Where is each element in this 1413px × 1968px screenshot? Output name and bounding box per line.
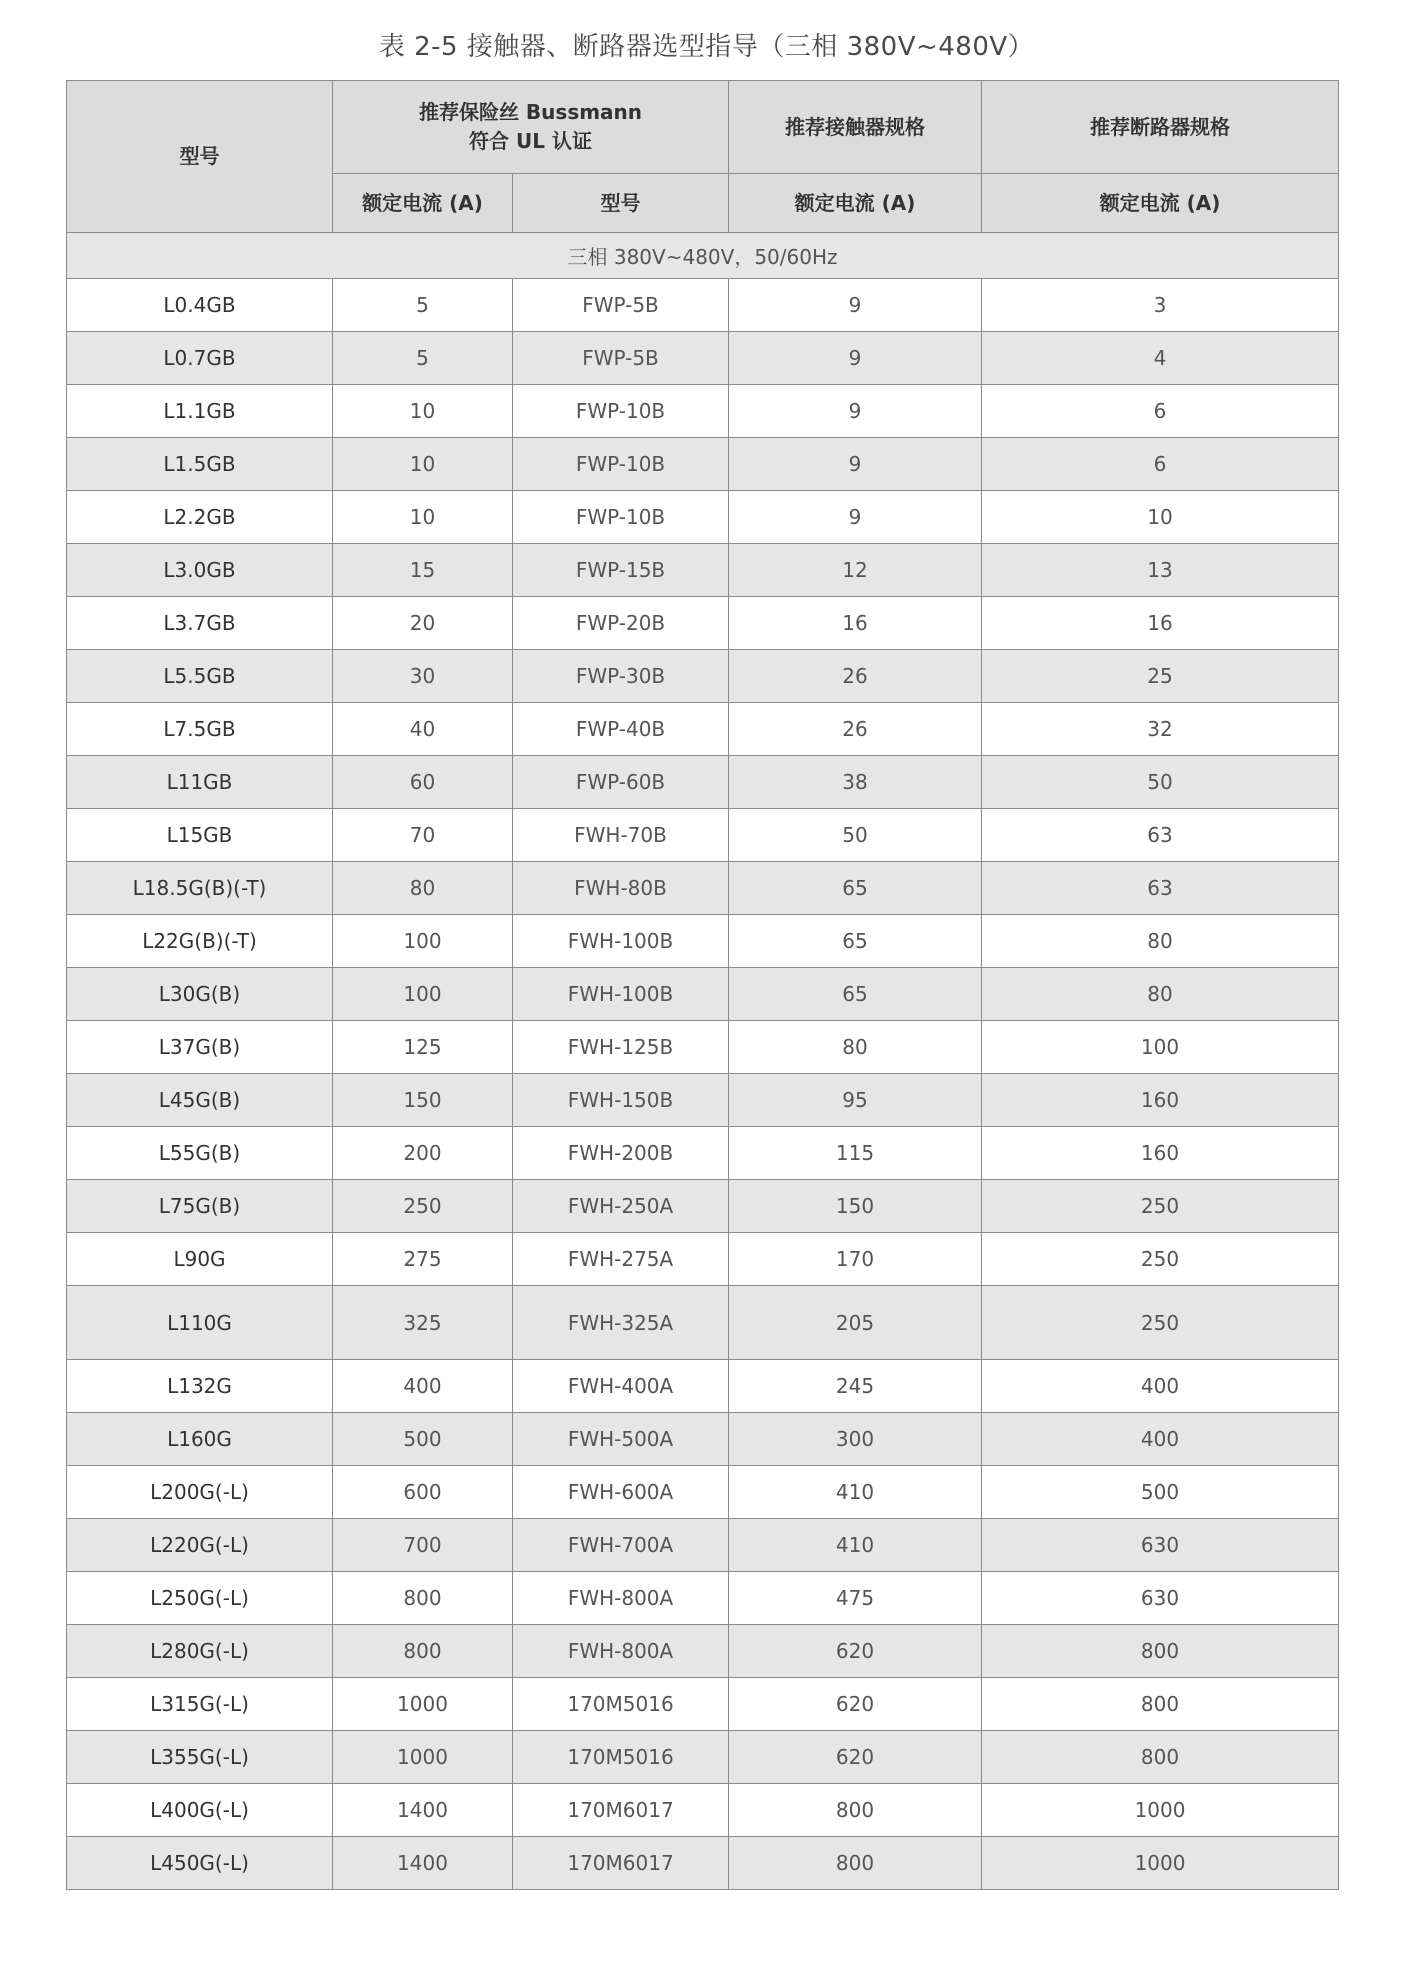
cell-fuse-model: FWH-200B [513, 1127, 729, 1180]
cell-breaker-current: 800 [982, 1625, 1339, 1678]
cell-model: L220G(-L) [67, 1519, 333, 1572]
table-row [67, 1466, 1339, 1519]
cell-breaker-current: 160 [982, 1074, 1339, 1127]
cell-model: L132G [67, 1360, 333, 1413]
cell-fuse-current: 15 [333, 544, 513, 597]
table-row [67, 1233, 1339, 1286]
cell-contactor-current: 410 [729, 1519, 982, 1572]
cell-model: L315G(-L) [67, 1678, 333, 1731]
cell-breaker-current: 32 [982, 703, 1339, 756]
cell-fuse-current: 10 [333, 491, 513, 544]
cell-model: L280G(-L) [67, 1625, 333, 1678]
cell-fuse-model: FWP-30B [513, 650, 729, 703]
cell-model: L0.4GB [67, 279, 333, 332]
cell-contactor-current: 170 [729, 1233, 982, 1286]
table-row [67, 650, 1339, 703]
header-model: 型号 [67, 81, 333, 233]
cell-fuse-current: 500 [333, 1413, 513, 1466]
cell-fuse-current: 80 [333, 862, 513, 915]
table-row [67, 915, 1339, 968]
cell-contactor-current: 150 [729, 1180, 982, 1233]
cell-fuse-model: FWH-150B [513, 1074, 729, 1127]
table-row [67, 385, 1339, 438]
cell-fuse-model: FWP-40B [513, 703, 729, 756]
cell-contactor-current: 205 [729, 1286, 982, 1360]
cell-model: L110G [67, 1286, 333, 1360]
cell-fuse-model: FWH-800A [513, 1572, 729, 1625]
header-contactor-group: 推荐接触器规格 [729, 81, 982, 174]
cell-breaker-current: 16 [982, 597, 1339, 650]
cell-fuse-current: 1000 [333, 1731, 513, 1784]
cell-model: L450G(-L) [67, 1837, 333, 1890]
cell-breaker-current: 25 [982, 650, 1339, 703]
table-row [67, 491, 1339, 544]
header-row-1 [67, 81, 1339, 174]
cell-fuse-current: 40 [333, 703, 513, 756]
cell-contactor-current: 115 [729, 1127, 982, 1180]
cell-contactor-current: 80 [729, 1021, 982, 1074]
cell-model: L3.0GB [67, 544, 333, 597]
cell-contactor-current: 410 [729, 1466, 982, 1519]
cell-model: L200G(-L) [67, 1466, 333, 1519]
cell-breaker-current: 1000 [982, 1784, 1339, 1837]
cell-fuse-model: FWH-70B [513, 809, 729, 862]
cell-model: L30G(B) [67, 968, 333, 1021]
cell-model: L5.5GB [67, 650, 333, 703]
cell-fuse-current: 1400 [333, 1837, 513, 1890]
cell-fuse-model: FWP-20B [513, 597, 729, 650]
table-row [67, 279, 1339, 332]
cell-contactor-current: 620 [729, 1731, 982, 1784]
cell-breaker-current: 80 [982, 915, 1339, 968]
cell-fuse-model: FWH-125B [513, 1021, 729, 1074]
table-row [67, 1731, 1339, 1784]
cell-breaker-current: 63 [982, 862, 1339, 915]
cell-breaker-current: 500 [982, 1466, 1339, 1519]
cell-fuse-current: 10 [333, 438, 513, 491]
cell-fuse-model: FWH-100B [513, 968, 729, 1021]
cell-contactor-current: 9 [729, 332, 982, 385]
cell-contactor-current: 38 [729, 756, 982, 809]
cell-fuse-current: 275 [333, 1233, 513, 1286]
cell-model: L22G(B)(-T) [67, 915, 333, 968]
header-breaker-group: 推荐断路器规格 [982, 81, 1339, 174]
cell-contactor-current: 65 [729, 968, 982, 1021]
cell-fuse-current: 250 [333, 1180, 513, 1233]
cell-breaker-current: 3 [982, 279, 1339, 332]
cell-fuse-model: FWP-15B [513, 544, 729, 597]
cell-model: L55G(B) [67, 1127, 333, 1180]
table-row [67, 809, 1339, 862]
table-row [67, 1286, 1339, 1360]
table-title: 表 2-5 接触器、断路器选型指导（三相 380V~480V） [378, 32, 1035, 62]
cell-fuse-current: 400 [333, 1360, 513, 1413]
cell-contactor-current: 9 [729, 491, 982, 544]
table-row [67, 1837, 1339, 1890]
table-row [67, 703, 1339, 756]
cell-model: L355G(-L) [67, 1731, 333, 1784]
cell-fuse-model: FWP-5B [513, 332, 729, 385]
cell-fuse-model: FWH-250A [513, 1180, 729, 1233]
cell-breaker-current: 50 [982, 756, 1339, 809]
cell-contactor-current: 620 [729, 1625, 982, 1678]
cell-breaker-current: 80 [982, 968, 1339, 1021]
table-row [67, 1360, 1339, 1413]
cell-model: L3.7GB [67, 597, 333, 650]
cell-fuse-current: 100 [333, 968, 513, 1021]
cell-fuse-current: 30 [333, 650, 513, 703]
cell-model: L1.1GB [67, 385, 333, 438]
cell-breaker-current: 400 [982, 1413, 1339, 1466]
header-contactor-current: 额定电流 (A) [729, 174, 982, 233]
cell-breaker-current: 63 [982, 809, 1339, 862]
cell-fuse-current: 20 [333, 597, 513, 650]
table-row [67, 1127, 1339, 1180]
cell-fuse-model: FWP-5B [513, 279, 729, 332]
cell-model: L2.2GB [67, 491, 333, 544]
table-row [67, 544, 1339, 597]
cell-fuse-current: 5 [333, 332, 513, 385]
voltage-band-row [67, 233, 1339, 279]
cell-fuse-current: 1400 [333, 1784, 513, 1837]
cell-fuse-model: FWH-275A [513, 1233, 729, 1286]
cell-fuse-model: 170M6017 [513, 1784, 729, 1837]
cell-fuse-model: FWP-10B [513, 491, 729, 544]
cell-fuse-model: FWH-80B [513, 862, 729, 915]
cell-fuse-current: 200 [333, 1127, 513, 1180]
cell-breaker-current: 800 [982, 1731, 1339, 1784]
cell-model: L400G(-L) [67, 1784, 333, 1837]
cell-fuse-current: 100 [333, 915, 513, 968]
cell-model: L15GB [67, 809, 333, 862]
table-row [67, 1519, 1339, 1572]
cell-fuse-model: FWH-325A [513, 1286, 729, 1360]
cell-breaker-current: 630 [982, 1572, 1339, 1625]
cell-breaker-current: 250 [982, 1286, 1339, 1360]
table-row [67, 1021, 1339, 1074]
cell-fuse-current: 70 [333, 809, 513, 862]
cell-fuse-current: 125 [333, 1021, 513, 1074]
cell-model: L250G(-L) [67, 1572, 333, 1625]
voltage-band: 三相 380V~480V，50/60Hz [67, 233, 1339, 279]
cell-contactor-current: 475 [729, 1572, 982, 1625]
cell-fuse-model: 170M5016 [513, 1678, 729, 1731]
cell-contactor-current: 95 [729, 1074, 982, 1127]
cell-breaker-current: 6 [982, 385, 1339, 438]
cell-contactor-current: 9 [729, 438, 982, 491]
cell-fuse-current: 700 [333, 1519, 513, 1572]
cell-contactor-current: 9 [729, 385, 982, 438]
table-row [67, 1678, 1339, 1731]
header-fuse-model: 型号 [513, 174, 729, 233]
cell-fuse-current: 800 [333, 1572, 513, 1625]
cell-contactor-current: 800 [729, 1784, 982, 1837]
table-row [67, 1413, 1339, 1466]
header-fuse-current: 额定电流 (A) [333, 174, 513, 233]
header-breaker-current: 额定电流 (A) [982, 174, 1339, 233]
cell-fuse-current: 5 [333, 279, 513, 332]
cell-contactor-current: 245 [729, 1360, 982, 1413]
cell-breaker-current: 800 [982, 1678, 1339, 1731]
cell-fuse-current: 325 [333, 1286, 513, 1360]
cell-fuse-model: FWH-100B [513, 915, 729, 968]
table-row [67, 1074, 1339, 1127]
cell-breaker-current: 630 [982, 1519, 1339, 1572]
table-row [67, 1625, 1339, 1678]
cell-contactor-current: 26 [729, 703, 982, 756]
cell-model: L90G [67, 1233, 333, 1286]
table-row [67, 1180, 1339, 1233]
cell-contactor-current: 800 [729, 1837, 982, 1890]
cell-model: L1.5GB [67, 438, 333, 491]
cell-fuse-model: FWH-400A [513, 1360, 729, 1413]
cell-fuse-current: 800 [333, 1625, 513, 1678]
header-fuse-group: 推荐保险丝 Bussmann 符合 UL 认证 [333, 81, 729, 174]
cell-fuse-model: FWH-700A [513, 1519, 729, 1572]
cell-fuse-current: 60 [333, 756, 513, 809]
cell-fuse-model: 170M5016 [513, 1731, 729, 1784]
cell-fuse-model: FWP-10B [513, 438, 729, 491]
cell-breaker-current: 400 [982, 1360, 1339, 1413]
cell-breaker-current: 250 [982, 1233, 1339, 1286]
cell-breaker-current: 160 [982, 1127, 1339, 1180]
cell-contactor-current: 50 [729, 809, 982, 862]
cell-contactor-current: 65 [729, 862, 982, 915]
cell-model: L160G [67, 1413, 333, 1466]
cell-contactor-current: 12 [729, 544, 982, 597]
cell-model: L7.5GB [67, 703, 333, 756]
cell-fuse-current: 150 [333, 1074, 513, 1127]
cell-fuse-model: FWP-10B [513, 385, 729, 438]
cell-contactor-current: 65 [729, 915, 982, 968]
table-row [67, 1784, 1339, 1837]
table-row [67, 597, 1339, 650]
cell-model: L0.7GB [67, 332, 333, 385]
cell-fuse-current: 600 [333, 1466, 513, 1519]
cell-model: L75G(B) [67, 1180, 333, 1233]
cell-breaker-current: 100 [982, 1021, 1339, 1074]
cell-fuse-model: FWH-500A [513, 1413, 729, 1466]
cell-breaker-current: 6 [982, 438, 1339, 491]
cell-model: L18.5G(B)(-T) [67, 862, 333, 915]
cell-model: L37G(B) [67, 1021, 333, 1074]
cell-contactor-current: 300 [729, 1413, 982, 1466]
cell-fuse-current: 1000 [333, 1678, 513, 1731]
table-row [67, 1572, 1339, 1625]
cell-breaker-current: 4 [982, 332, 1339, 385]
cell-breaker-current: 10 [982, 491, 1339, 544]
table-row [67, 332, 1339, 385]
selection-table [66, 80, 1339, 1890]
cell-contactor-current: 9 [729, 279, 982, 332]
table-row [67, 438, 1339, 491]
cell-breaker-current: 250 [982, 1180, 1339, 1233]
cell-breaker-current: 1000 [982, 1837, 1339, 1890]
cell-fuse-current: 10 [333, 385, 513, 438]
cell-fuse-model: FWH-800A [513, 1625, 729, 1678]
table-row [67, 756, 1339, 809]
table-row [67, 862, 1339, 915]
cell-fuse-model: FWH-600A [513, 1466, 729, 1519]
cell-model: L45G(B) [67, 1074, 333, 1127]
cell-contactor-current: 16 [729, 597, 982, 650]
cell-contactor-current: 620 [729, 1678, 982, 1731]
cell-model: L11GB [67, 756, 333, 809]
cell-breaker-current: 13 [982, 544, 1339, 597]
cell-contactor-current: 26 [729, 650, 982, 703]
table-row [67, 968, 1339, 1021]
cell-fuse-model: 170M6017 [513, 1837, 729, 1890]
cell-fuse-model: FWP-60B [513, 756, 729, 809]
